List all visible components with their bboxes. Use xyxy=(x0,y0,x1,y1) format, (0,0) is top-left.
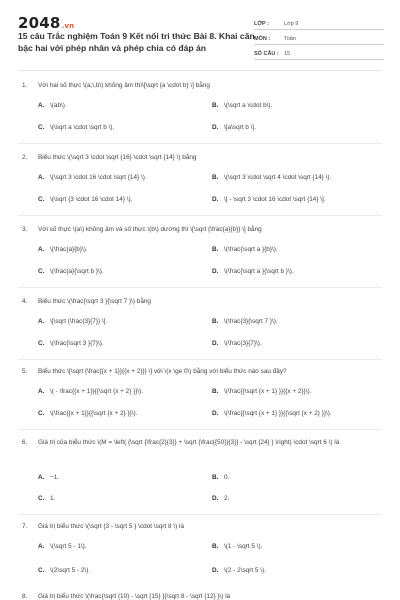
option-letter: B. xyxy=(212,388,219,395)
option-text: \(\frac{{\sqrt {x + 1} }}{{\sqrt {x + 2} }}\). xyxy=(224,410,332,417)
option-letter: C. xyxy=(38,410,45,417)
question-number: 6. xyxy=(22,439,28,446)
option-letter: A. xyxy=(38,174,45,181)
option-text: \(\frac{\sqrt a }{\sqrt b }\). xyxy=(224,268,294,275)
option-text: \(\frac{3}{7}\). xyxy=(224,340,262,347)
question-stem xyxy=(22,437,382,448)
option-letter: B. xyxy=(212,174,219,181)
option-text: \(\frac{\sqrt 3 }{7}\). xyxy=(50,340,104,347)
option-a[interactable] xyxy=(38,388,143,395)
option-letter: D. xyxy=(212,567,219,574)
info-row-subject xyxy=(254,30,384,45)
option-text: 0. xyxy=(224,474,230,481)
option-b[interactable] xyxy=(212,543,262,550)
option-d[interactable] xyxy=(212,268,294,275)
option-letter: A. xyxy=(38,388,45,395)
option-text: \(\sqrt 3 \cdot 16 \cdot \sqrt {14} \). xyxy=(50,174,147,181)
option-letter: D. xyxy=(212,124,219,131)
option-text: 2. xyxy=(224,495,230,502)
option-text: \( - \frac{{x + 1}}{{\sqrt {x + 2} }}\). xyxy=(50,388,144,395)
option-letter: B. xyxy=(212,543,219,550)
option-text: \(\frac{{x + 1}}{{\sqrt {x + 2} }}\). xyxy=(50,410,138,417)
question-stem xyxy=(22,224,382,235)
option-c[interactable] xyxy=(38,268,104,275)
question-number: 8. xyxy=(22,593,28,600)
option-c[interactable] xyxy=(38,567,90,574)
question-stem xyxy=(22,80,382,91)
info-value: 15 xyxy=(284,51,291,57)
option-text: \(ab\). xyxy=(50,102,67,109)
option-b[interactable] xyxy=(212,318,278,325)
logo-suffix: .vn xyxy=(61,22,75,30)
option-letter: C. xyxy=(38,268,45,275)
option-letter: D. xyxy=(212,410,219,417)
option-letter: D. xyxy=(212,340,219,347)
option-a[interactable] xyxy=(38,474,59,481)
question-number: 1. xyxy=(22,82,28,89)
option-letter: A. xyxy=(38,543,45,550)
question-number: 5. xyxy=(22,368,28,375)
option-text: \(\frac{a}{\sqrt b }\). xyxy=(50,268,104,275)
option-letter: B. xyxy=(212,474,219,481)
option-letter: A. xyxy=(38,474,45,481)
info-row-class xyxy=(254,15,384,30)
option-letter: C. xyxy=(38,567,45,574)
option-d[interactable] xyxy=(212,340,262,347)
option-letter: C. xyxy=(38,495,45,502)
option-b[interactable] xyxy=(212,174,331,181)
option-letter: D. xyxy=(212,268,219,275)
option-letter: D. xyxy=(212,495,219,502)
info-panel xyxy=(254,15,384,60)
option-a[interactable] xyxy=(38,174,147,181)
option-letter: B. xyxy=(212,318,219,325)
option-text: \(2 - 2\sqrt 5 \). xyxy=(224,567,266,574)
option-text: \(\frac{\sqrt a }{b}\). xyxy=(224,246,278,253)
option-d[interactable] xyxy=(212,196,326,203)
question-stem xyxy=(22,366,382,377)
option-letter: C. xyxy=(38,124,45,131)
question-number: 3. xyxy=(22,226,28,233)
option-text: \(\sqrt a \cdot b\). xyxy=(224,102,273,109)
option-text: \(\frac{a}{b}\). xyxy=(50,246,88,253)
option-d[interactable] xyxy=(212,410,332,417)
question-text: Giá trị của biểu thức \(M = \left( {\sqrt {\frac{2}{3}} + \sqrt {\frac{{50}}{3}} - \sqrt {24} } \right) \cdot \sqrt 6 \) là xyxy=(38,439,340,446)
option-letter: B. xyxy=(212,102,219,109)
option-d[interactable] xyxy=(212,124,256,131)
info-key: LỚP : xyxy=(254,21,269,27)
info-key: MÔN : xyxy=(254,36,271,42)
option-letter: A. xyxy=(38,318,45,325)
question-stem xyxy=(22,521,382,532)
option-b[interactable] xyxy=(212,474,229,481)
question-number: 2. xyxy=(22,154,28,161)
question-stem xyxy=(22,296,382,307)
option-c[interactable] xyxy=(38,340,104,347)
question-divider xyxy=(18,287,382,288)
info-key: SỐ CÂU : xyxy=(254,51,279,57)
question-text: Biểu thức \[\sqrt {\frac{{x + 1}}{{x + 2}}} \] với \(x \ge 0\) bằng với biểu thức nào sau đây? xyxy=(38,368,287,375)
question-text: Với hai số thực \(a,\,b\) không âm thì\[\sqrt {a \cdot b} \] bằng xyxy=(38,82,210,89)
question-divider xyxy=(18,359,382,360)
question-text: Với số thực \(a\) không âm và số thực \(b\) dương thì \[\sqrt {\frac{a}{b}} \] bằng xyxy=(38,226,262,233)
question-divider xyxy=(18,143,382,144)
info-value: Lớp 9 xyxy=(284,21,299,27)
option-letter: A. xyxy=(38,246,45,253)
option-text: \(\frac{{\sqrt {x + 1} }}{{x + 2}}\). xyxy=(224,388,312,395)
option-d[interactable] xyxy=(212,495,229,502)
info-value: Toán xyxy=(284,36,296,42)
question-stem xyxy=(22,591,382,600)
option-b[interactable] xyxy=(212,246,278,253)
option-letter: A. xyxy=(38,102,45,109)
question-divider xyxy=(18,429,382,430)
question-divider xyxy=(18,215,382,216)
option-b[interactable] xyxy=(212,102,272,109)
question-text: Biểu thức \(\frac{\sqrt 3 }{\sqrt 7 }\) bằng xyxy=(38,298,151,305)
question-number: 4. xyxy=(22,298,28,305)
option-text: \(\sqrt a \cdot \sqrt b \). xyxy=(50,124,115,131)
question-text: Biểu thức \(\sqrt 3 \cdot \sqrt {16} \cdot \sqrt {14} \) bằng xyxy=(38,154,197,161)
question-divider xyxy=(18,514,382,515)
option-text: \[a\sqrt b \]. xyxy=(224,124,256,131)
question-number: 7. xyxy=(22,523,28,530)
option-letter: C. xyxy=(38,196,45,203)
option-text: \(\frac{3}{\sqrt 7 }\). xyxy=(224,318,278,325)
option-text: −1. xyxy=(50,474,60,481)
question-stem xyxy=(22,152,382,163)
option-letter: B. xyxy=(212,246,219,253)
question-text: Giá trị biểu thức \(\sqrt {3 - \sqrt 5 } \cdot \sqrt 8 \) là xyxy=(38,523,184,530)
info-row-count xyxy=(254,45,384,60)
option-text: \(1 - \sqrt 5 \). xyxy=(224,543,263,550)
option-a[interactable] xyxy=(38,543,87,550)
option-text: \(\sqrt 3 \cdot \sqrt 4 \cdot \sqrt {14} \). xyxy=(224,174,332,181)
option-text: \(\sqrt {3 \cdot 16 \cdot 14} \). xyxy=(50,196,133,203)
option-c[interactable] xyxy=(38,495,55,502)
option-c[interactable] xyxy=(38,196,132,203)
option-text: \(2\sqrt 5 - 2\). xyxy=(50,567,91,574)
option-text: \[ - \sqrt 3 \cdot 16 \cdot \sqrt {14} \]. xyxy=(224,196,326,203)
option-c[interactable] xyxy=(38,410,137,417)
option-letter: C. xyxy=(38,340,45,347)
site-logo[interactable] xyxy=(18,14,74,32)
document-title: 15 câu Trắc nghiệm Toán 9 Kết nối tri thức Bài 8. Khai căn bậc hai với phép nhân và phép chia có đáp án xyxy=(18,31,255,53)
option-a[interactable] xyxy=(38,102,67,109)
option-a[interactable] xyxy=(38,318,107,325)
header-divider xyxy=(18,70,382,71)
logo-text: 2048 xyxy=(18,14,61,32)
question-text: Giá trị biểu thức \(\frac{\sqrt {10} - \sqrt {15} }{\sqrt 8 - \sqrt {12} }\) là xyxy=(38,593,231,600)
option-text: \[\sqrt {\frac{3}{7}} \]. xyxy=(50,318,108,325)
option-d[interactable] xyxy=(212,567,266,574)
option-text: 1. xyxy=(50,495,56,502)
option-c[interactable] xyxy=(38,124,114,131)
option-text: \(\sqrt 5 - 1\). xyxy=(50,543,87,550)
option-letter: D. xyxy=(212,196,219,203)
option-b[interactable] xyxy=(212,388,311,395)
option-a[interactable] xyxy=(38,246,88,253)
